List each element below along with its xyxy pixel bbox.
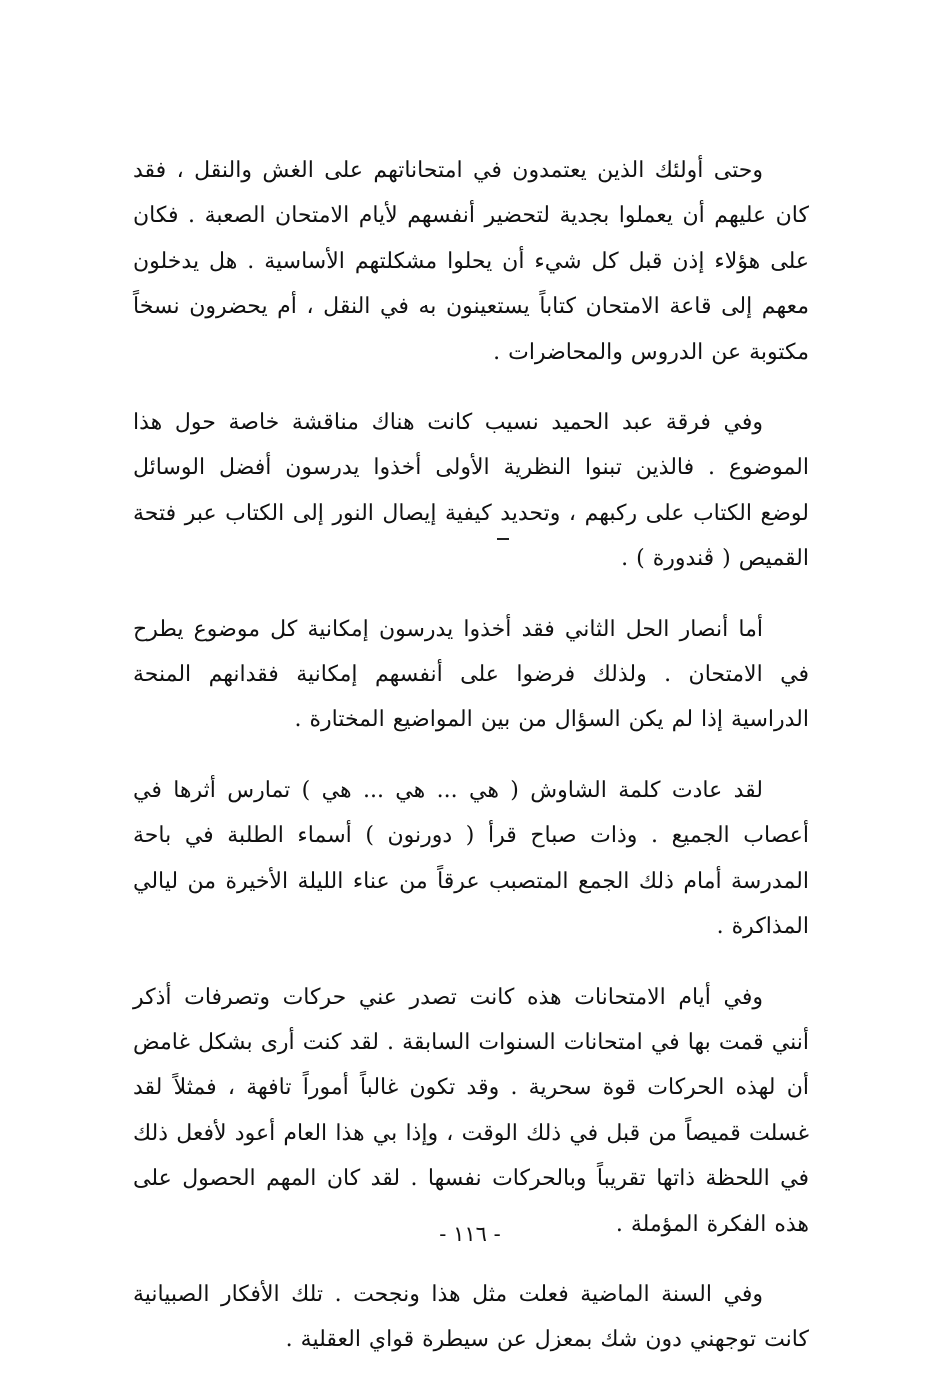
paragraph-2: وفي فرقة عبد الحميد نسيب كانت هناك مناقشة خاصة حول هذا الموضوع . فالذين تبنوا النظرية الأولى أخذوا يدرسون أفضل الوسائل لوضع الكتاب على ركبهم ، وتحديد كيفية إيصال النور إلى الكتاب عبر فتحة القميص ( ڤندورة ) .: [133, 410, 809, 572]
paragraph-6: وفي السنة الماضية فعلت مثل هذا ونجحت . تلك الأفكار الصبيانية كانت توجهني دون شك بمعزل عن سيطرة قواي العقلية .: [133, 1281, 809, 1353]
stray-print-mark: [497, 538, 509, 540]
paragraph-4: لقد عادت كلمة الشاوش ( هي ... هي ... هي ) تمارس أثرها في أعصاب الجميع . وذات صباح قرأ ( دورنون ) أسماء الطلبة في باحة المدرسة أمام ذلك الجمع المتصبب عرقاً من عناء الليلة الأخيرة من ليالي المذاكرة .: [133, 777, 809, 940]
body-text: [133, 148, 809, 1388]
page-number: - ١١٦ -: [439, 1222, 501, 1246]
paragraph-3: أما أنصار الحل الثاني فقد أخذوا يدرسون إمكانية كل موضوع يطرح في الامتحان . ولذلك فرضوا على أنفسهم إمكانية فقدانهم المنحة الدراسية إذا لم يكن السؤال من بين المواضيع المختارة .: [133, 616, 809, 733]
paragraph-1: وحتى أولئك الذين يعتمدون في امتحاناتهم على الغش والنقل ، فقد كان عليهم أن يعملوا بجدية لتحضير أنفسهم لأيام الامتحان الصعبة . فكان على هؤلاء إذن قبل كل شيء أن يحلوا مشكلتهم الأساسية . هل يدخلون معهم إلى قاعة الامتحان كتاباً يستعينون به في النقل ، أم يحضرون نسخاً مكتوبة عن الدروس والمحاضرات .: [133, 158, 809, 365]
paragraph-5: وفي أيام الامتحانات هذه كانت تصدر عني حركات وتصرفات أذكر أنني قمت بها في امتحانات السنوات السابقة . لقد كنت أرى بشكل غامض أن لهذه الحركات قوة سحرية . وقد تكون غالباً أموراً تافهة ، فمثلاً لقد غسلت قميصاً من قبل في ذلك الوقت ، وإذا بي هذا العام أعود لأفعل ذلك في اللحظة ذاتها تقريباً وبالحركات نفسها . لقد كان المهم الحصول على هذه الفكرة المؤملة .: [133, 984, 809, 1237]
